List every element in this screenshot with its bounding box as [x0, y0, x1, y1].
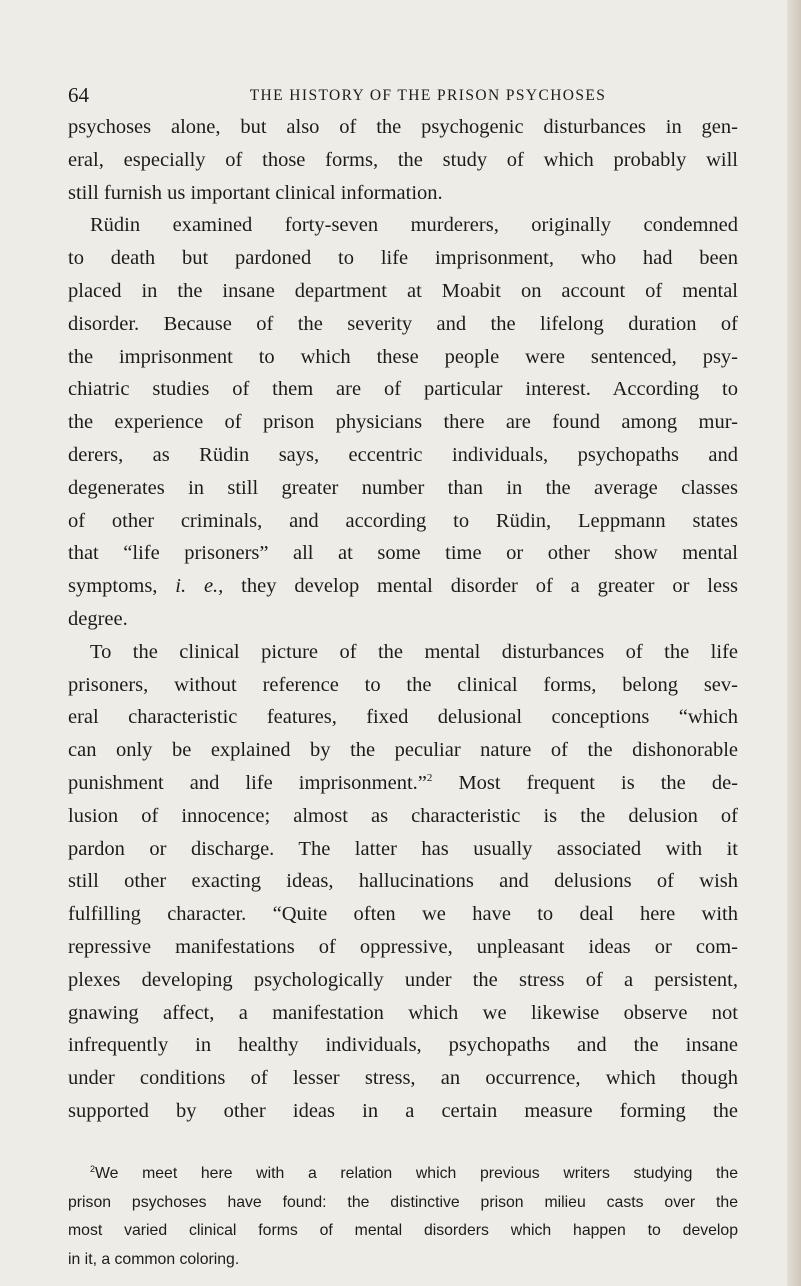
footnote-line: prison psychoses have found: the distinctive prison milieu casts over the — [68, 1193, 738, 1211]
text-line: fulfilling character. “Quite often we have to deal here with — [68, 903, 738, 926]
text-line: degenerates in still greater number than in the average classes — [68, 476, 738, 499]
text-line: the imprisonment to which these people were sentenced, psy- — [68, 345, 738, 368]
text-line: to death but pardoned to life imprisonment, who had been — [68, 247, 738, 270]
text-line: still other exacting ideas, hallucinations and delusions of wish — [68, 870, 738, 893]
italic-abbreviation: i. e., — [175, 575, 224, 598]
text-line: Rüdin examined forty-seven murderers, originally condemned — [90, 214, 738, 237]
footnote-reference: 2 — [426, 771, 433, 784]
text-run: symptoms, — [68, 575, 158, 598]
text-line: supported by other ideas in a certain measure forming the — [68, 1099, 738, 1122]
text-line — [68, 767, 738, 800]
text-line: still furnish us important clinical information. — [68, 181, 443, 204]
text-line: derers, as Rüdin says, eccentric individuals, psychopaths and — [68, 443, 738, 466]
footnote — [68, 1160, 738, 1274]
text-line: psychoses alone, but also of the psychogenic disturbances in gen- — [68, 116, 738, 138]
page-number: 64 — [68, 83, 89, 107]
page-header — [68, 82, 748, 108]
text-line — [68, 570, 738, 603]
text-line: gnawing affect, a manifestation which we likewise observe not — [68, 1001, 738, 1024]
footnote-line — [68, 1160, 738, 1189]
text-line: plexes developing psychologically under the stress of a persistent, — [68, 968, 738, 991]
footnote-line: in it, a common coloring. — [68, 1250, 240, 1268]
text-line: disorder. Because of the severity and the lifelong duration of — [68, 312, 738, 335]
footnote-text: We meet here with a relation which previous writers studying the — [95, 1165, 738, 1182]
running-head: THE HISTORY OF THE PRISON PSYCHOSES — [249, 87, 607, 104]
text-line: infrequently in healthy individuals, psychopaths and the insane — [68, 1034, 738, 1057]
text-line: placed in the insane department at Moabit on account of mental — [68, 279, 738, 302]
text-run: they develop mental disorder of a greater or less — [241, 575, 739, 598]
text-line: under conditions of lesser stress, an occurrence, which though — [68, 1067, 738, 1090]
text-line: lusion of innocence; almost as characteristic is the delusion of — [68, 804, 738, 827]
footnote-marker: 2 — [90, 1164, 96, 1174]
text-line: To the clinical picture of the mental disturbances of the life — [90, 640, 738, 663]
text-line: eral characteristic features, fixed delusional conceptions “which — [68, 706, 738, 729]
text-run: Most frequent is the de- — [458, 771, 739, 794]
text-run: punishment and life imprisonment.” — [68, 771, 427, 794]
text-line: can only be explained by the peculiar nature of the dishonorable — [68, 739, 738, 762]
text-line: the experience of prison physicians there are found among mur- — [68, 411, 738, 434]
page-edge-shadow — [787, 0, 801, 1286]
body-text — [68, 111, 738, 1128]
text-line: eral, especially of those forms, the study of which probably will — [68, 148, 738, 171]
text-line: repressive manifestations of oppressive, unpleasant ideas or com- — [68, 935, 738, 958]
text-line: of other criminals, and according to Rüdin, Leppmann states — [68, 509, 738, 532]
text-line: chiatric studies of them are of particular interest. According to — [68, 378, 738, 401]
text-line: that “life prisoners” all at some time or other show mental — [68, 542, 738, 565]
text-line: prisoners, without reference to the clinical forms, belong sev- — [68, 673, 738, 696]
footnote-line: most varied clinical forms of mental disorders which happen to develop — [68, 1222, 738, 1239]
text-line: degree. — [68, 607, 128, 630]
text-line: pardon or discharge. The latter has usually associated with it — [68, 837, 738, 860]
